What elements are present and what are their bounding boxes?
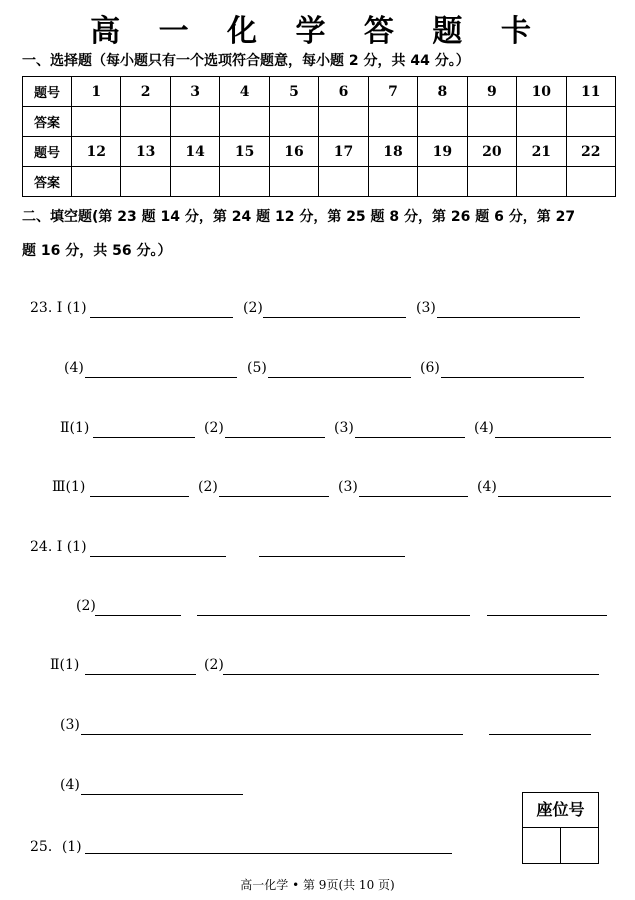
q23-3-label: (3)	[416, 300, 436, 316]
answer-line[interactable]	[85, 853, 452, 854]
question-number: 13	[121, 137, 170, 167]
answer-cell[interactable]	[72, 107, 121, 137]
answer-cell[interactable]	[121, 107, 170, 137]
q23-ii4-label: (4)	[474, 420, 494, 436]
question-number: 16	[269, 137, 318, 167]
question-number: 3	[170, 77, 219, 107]
q23-ii3-label: (3)	[334, 420, 354, 436]
question-number: 18	[368, 137, 417, 167]
answer-line[interactable]	[495, 437, 611, 438]
answer-line[interactable]	[437, 317, 580, 318]
q24-3-label: (3)	[60, 717, 80, 733]
question-number: 7	[368, 77, 417, 107]
q23-1-label: 23. Ⅰ (1)	[30, 300, 87, 316]
answer-line[interactable]	[225, 437, 325, 438]
q23-ii1-label: Ⅱ(1)	[60, 420, 90, 436]
answer-cell[interactable]	[72, 167, 121, 197]
q24-4-label: (4)	[60, 777, 80, 793]
answer-line[interactable]	[93, 437, 195, 438]
q23-row-2	[0, 360, 635, 382]
answer-cell[interactable]	[121, 167, 170, 197]
row-label-answer: 答案	[23, 167, 72, 197]
question-number: 14	[170, 137, 219, 167]
answer-line[interactable]	[487, 615, 607, 616]
page-footer: 高一化学 • 第 9页(共 10 页)	[240, 878, 395, 892]
row-label-number: 题号	[23, 137, 72, 167]
answer-cell[interactable]	[517, 167, 566, 197]
answer-cell[interactable]	[319, 107, 368, 137]
section2-heading-line1: 二、填空题(第 23 题 14 分，第 24 题 12 分，第 25 题 8 分，第 26 题 6 分，第 27	[22, 209, 576, 225]
section2-heading-line2: 题 16 分，共 56 分。）	[22, 243, 172, 259]
answer-line[interactable]	[90, 556, 226, 557]
answer-cell[interactable]	[418, 167, 467, 197]
answer-line[interactable]	[498, 496, 611, 497]
q24-2-label: (2)	[76, 598, 96, 614]
q24-row-ii	[0, 657, 635, 679]
answer-cell[interactable]	[220, 107, 269, 137]
q23-5-label: (5)	[247, 360, 267, 376]
row-label-answer: 答案	[23, 107, 72, 137]
answer-cell[interactable]	[170, 167, 219, 197]
page-title: 高 一 化 学 答 题 卡	[90, 14, 545, 49]
seat-number-cell[interactable]	[523, 828, 561, 863]
q23-6-label: (6)	[420, 360, 440, 376]
seat-number-cell[interactable]	[561, 828, 598, 863]
question-number: 5	[269, 77, 318, 107]
answer-line[interactable]	[441, 377, 584, 378]
q23-2-label: (2)	[243, 300, 263, 316]
question-number: 10	[517, 77, 566, 107]
question-number: 20	[467, 137, 516, 167]
seat-number-box	[522, 792, 599, 864]
answer-line[interactable]	[85, 377, 237, 378]
answer-cell[interactable]	[517, 107, 566, 137]
answer-cell[interactable]	[170, 107, 219, 137]
question-number: 2	[121, 77, 170, 107]
q23-iii1-label: Ⅲ(1)	[52, 479, 86, 495]
answer-cell[interactable]	[368, 167, 417, 197]
q23-iii2-label: (2)	[198, 479, 218, 495]
number-row	[23, 77, 616, 107]
answer-line[interactable]	[95, 615, 181, 616]
question-number: 15	[220, 137, 269, 167]
q23-row-ii	[0, 420, 635, 442]
answer-row	[23, 107, 616, 137]
answer-line[interactable]	[81, 794, 243, 795]
answer-cell[interactable]	[269, 107, 318, 137]
answer-line[interactable]	[489, 734, 591, 735]
q23-row-iii	[0, 479, 635, 501]
question-number: 21	[517, 137, 566, 167]
answer-cell[interactable]	[418, 107, 467, 137]
answer-cell[interactable]	[220, 167, 269, 197]
answer-cell[interactable]	[319, 167, 368, 197]
q23-row-1	[0, 300, 635, 322]
question-number: 4	[220, 77, 269, 107]
number-row	[23, 137, 616, 167]
q23-iii3-label: (3)	[338, 479, 358, 495]
answer-cell[interactable]	[467, 107, 516, 137]
q24-ii1-label: Ⅱ(1)	[50, 657, 80, 673]
q23-iii4-label: (4)	[477, 479, 497, 495]
answer-line[interactable]	[359, 496, 468, 497]
answer-line[interactable]	[81, 734, 463, 735]
answer-line[interactable]	[355, 437, 465, 438]
question-number: 19	[418, 137, 467, 167]
answer-line[interactable]	[223, 674, 599, 675]
answer-line[interactable]	[268, 377, 411, 378]
question-number: 11	[566, 77, 615, 107]
question-number: 9	[467, 77, 516, 107]
q23-4-label: (4)	[64, 360, 84, 376]
answer-line[interactable]	[197, 615, 470, 616]
q24-1-label: 24. Ⅰ (1)	[30, 539, 87, 555]
answer-line[interactable]	[259, 556, 405, 557]
question-number: 6	[319, 77, 368, 107]
question-number: 8	[418, 77, 467, 107]
answer-line[interactable]	[90, 317, 233, 318]
section1-heading: 一、选择题（每小题只有一个选项符合题意，每小题 2 分，共 44 分。）	[22, 53, 470, 69]
row-label-number: 题号	[23, 77, 72, 107]
q24-ii2-label: (2)	[204, 657, 224, 673]
answer-line[interactable]	[90, 496, 189, 497]
question-number: 12	[72, 137, 121, 167]
answer-line[interactable]	[85, 674, 196, 675]
answer-line[interactable]	[219, 496, 329, 497]
answer-cell[interactable]	[566, 167, 615, 197]
q24-row-3	[0, 717, 635, 739]
question-number: 1	[72, 77, 121, 107]
answer-cell[interactable]	[566, 107, 615, 137]
answer-cell[interactable]	[467, 167, 516, 197]
seat-number-label: 座位号	[523, 793, 598, 828]
answer-row	[23, 167, 616, 197]
answer-cell[interactable]	[368, 107, 417, 137]
q24-row-2	[0, 598, 635, 620]
question-number: 17	[319, 137, 368, 167]
question-number: 22	[566, 137, 615, 167]
answer-cell[interactable]	[269, 167, 318, 197]
q24-row-1	[0, 539, 635, 561]
answer-line[interactable]	[263, 317, 406, 318]
answer-grid	[22, 76, 616, 197]
q23-ii2-label: (2)	[204, 420, 224, 436]
q25-1-label: 25．(1)	[30, 839, 82, 855]
